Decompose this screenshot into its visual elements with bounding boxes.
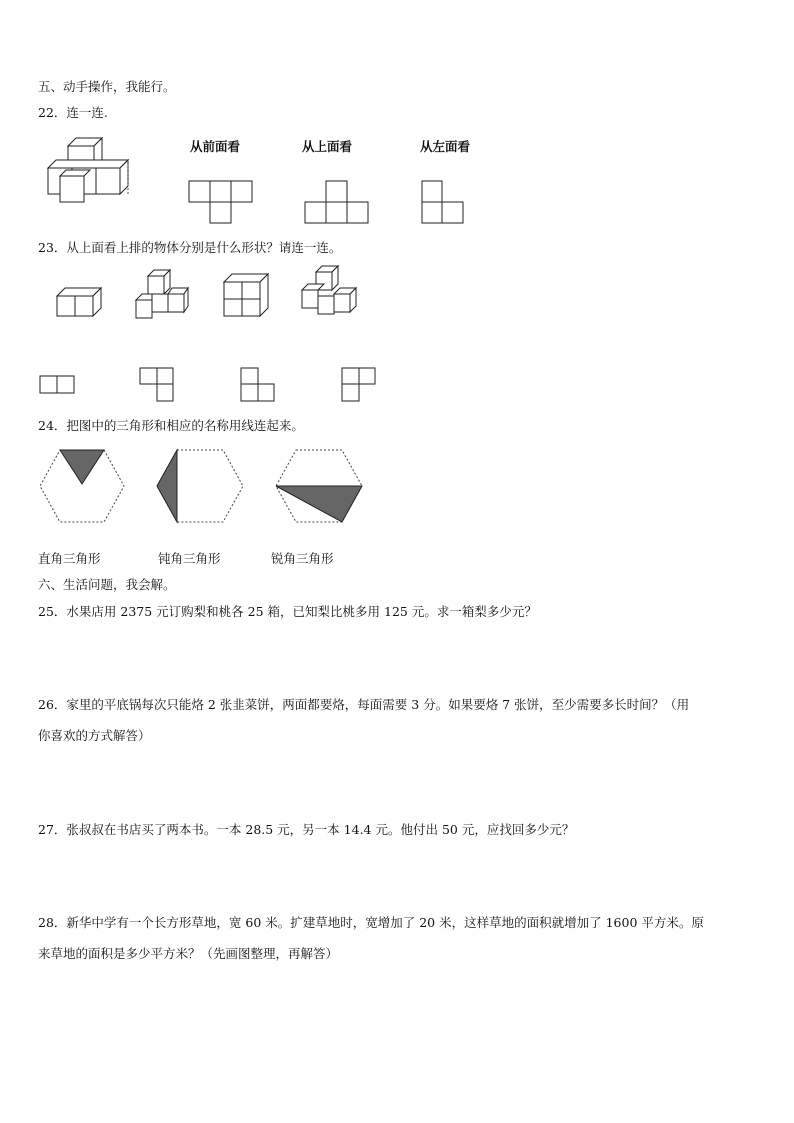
- question-26-text-line2: 你喜欢的方式解答）: [38, 728, 151, 743]
- q23-object-1: [55, 282, 105, 318]
- hexagon-figure-3: [272, 448, 366, 528]
- question-25-text: 25．水果店用 2375 元订购梨和桃各 25 箱，已知梨比桃多用 125 元。求一箱梨多少元？: [38, 604, 537, 619]
- q22-cube-figure: [40, 136, 140, 211]
- view-left-label: 从左面看: [420, 139, 471, 154]
- section-six-heading: 六、生活问题，我会解。: [38, 577, 176, 592]
- question-28-text-line2: 来草地的面积是多少平方米？（先画图整理，再解答）: [38, 946, 339, 961]
- hexagon-figure-2: [155, 448, 247, 528]
- question-23-text: 23．从上面看上排的物体分别是什么形状？请连一连。: [38, 240, 342, 255]
- question-26-text-line1: 26．家里的平底锅每次只能烙 2 张韭菜饼，两面都要烙，每面需要 3 分。如果要烙 7 张饼，至少需要多长时间？（用: [38, 697, 690, 712]
- triangle-name-obtuse: 钝角三角形: [158, 551, 221, 566]
- triangle-name-right: 直角三角形: [38, 551, 101, 566]
- view-front-shape: [188, 180, 254, 224]
- question-24-text: 24．把图中的三角形和相应的名称用线连起来。: [38, 418, 304, 433]
- view-front-label: 从前面看: [190, 139, 241, 154]
- view-left-shape: [421, 180, 467, 224]
- question-27-text: 27．张叔叔在书店买了两本书。一本 28.5 元，另一本 14.4 元。他付出 50 元，应找回多少元？: [38, 822, 575, 837]
- q23-top-view-3: [240, 367, 276, 403]
- triangle-name-acute: 锐角三角形: [271, 551, 334, 566]
- q23-top-view-2: [139, 367, 175, 403]
- q23-object-2: [134, 268, 190, 320]
- q23-top-view-4: [341, 367, 377, 403]
- view-top-shape: [304, 180, 370, 224]
- q23-object-4: [300, 264, 360, 320]
- hexagon-figure-1: [38, 448, 128, 528]
- question-22-text: 22．连一连.: [38, 105, 108, 120]
- view-top-label: 从上面看: [302, 139, 353, 154]
- q23-top-view-1: [39, 375, 77, 395]
- q23-object-3: [222, 272, 270, 318]
- section-five-heading: 五、动手操作，我能行。: [38, 79, 176, 94]
- question-28-text-line1: 28．新华中学有一个长方形草地，宽 60 米。扩建草地时，宽增加了 20 米，这样草地的面积就增加了 1600 平方米。原: [38, 915, 704, 930]
